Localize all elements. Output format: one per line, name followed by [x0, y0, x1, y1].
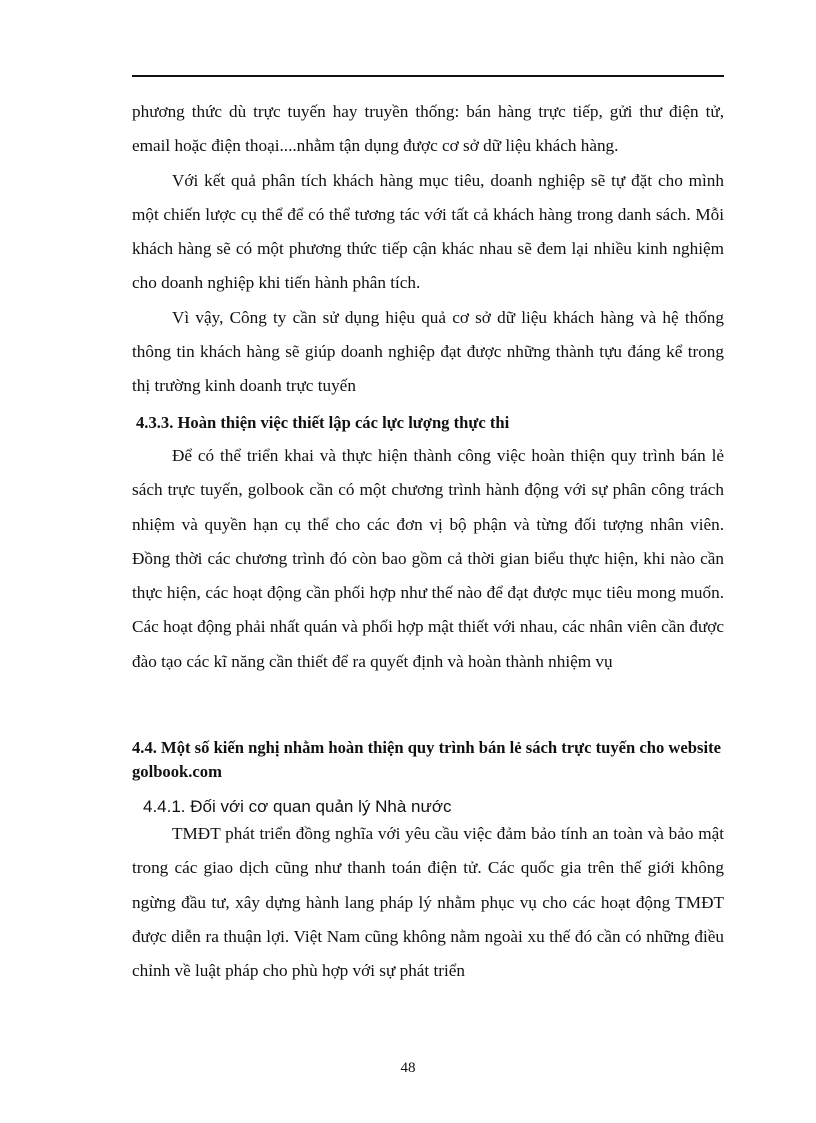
page-number: 48	[400, 1060, 416, 1076]
section-4-3-3-text	[132, 439, 724, 679]
heading-4-3-3: 4.3.3. Hoàn thiện việc thiết lập các lực lượng thực thi	[136, 413, 510, 432]
paragraph: TMĐT phát triển đồng nghĩa với yêu cầu việc đảm bảo tính an toàn và bảo mật trong các giao dịch cũng như thanh toán điện tử. Các quốc gia trên thế giới không ngừng đầu tư, xây dựng hành lang pháp lý nhằm phục vụ cho các hoạt động TMĐT được diễn ra thuận lợi. Việt Nam cũng không nằm ngoài xu thế đó cần có những điều chỉnh về luật pháp cho phù hợp với sự phát triển	[132, 824, 724, 981]
heading-4-4-1: 4.4.1. Đối với cơ quan quản lý Nhà nước	[143, 797, 452, 816]
paragraph: Để có thể triển khai và thực hiện thành công việc hoàn thiện quy trình bán lẻ sách trực tuyến, golbook cần có một chương trình hành động với sự phân công trách nhiệm và quyền hạn cụ thể cho các đơn vị bộ phận và từng đối tượng nhân viên. Đồng thời các chương trình đó còn bao gồm cả thời gian biểu thực hiện, khi nào cần thực hiện, các hoạt động cần phối hợp như thế nào để đạt được mục tiêu mong muốn. Các hoạt động phải nhất quán và phối hợp mật thiết với nhau, các nhân viên cần được đào tạo các kĩ năng cần thiết để ra quyết định và hoàn thành nhiệm vụ	[132, 446, 724, 671]
paragraph: phương thức dù trực tuyến hay truyền thống: bán hàng trực tiếp, gửi thư điện tử, email hoặc điện thoại....nhằm tận dụng được cơ sở dữ liệu khách hàng.	[132, 102, 724, 156]
section-4-4-1-text	[132, 817, 724, 988]
section-top-text	[132, 95, 724, 404]
header-rule	[132, 75, 724, 77]
paragraph: Vì vậy, Công ty cần sử dụng hiệu quả cơ sở dữ liệu khách hàng và hệ thống thông tin khách hàng sẽ giúp doanh nghiệp đạt được những thành tựu đáng kể trong thị trường kinh doanh trực tuyến	[132, 307, 724, 396]
heading-4-4: 4.4. Một số kiến nghị nhằm hoàn thiện quy trình bán lẻ sách trực tuyến cho website golbook.com	[132, 738, 721, 781]
paragraph: Với kết quả phân tích khách hàng mục tiêu, doanh nghiệp sẽ tự đặt cho mình một chiến lược cụ thể để có thể tương tác với tất cả khách hàng trong danh sách. Mỗi khách hàng sẽ có một phương thức tiếp cận khác nhau sẽ đem lại nhiều kinh nghiệm cho doanh nghiệp khi tiến hành phân tích.	[132, 170, 724, 293]
